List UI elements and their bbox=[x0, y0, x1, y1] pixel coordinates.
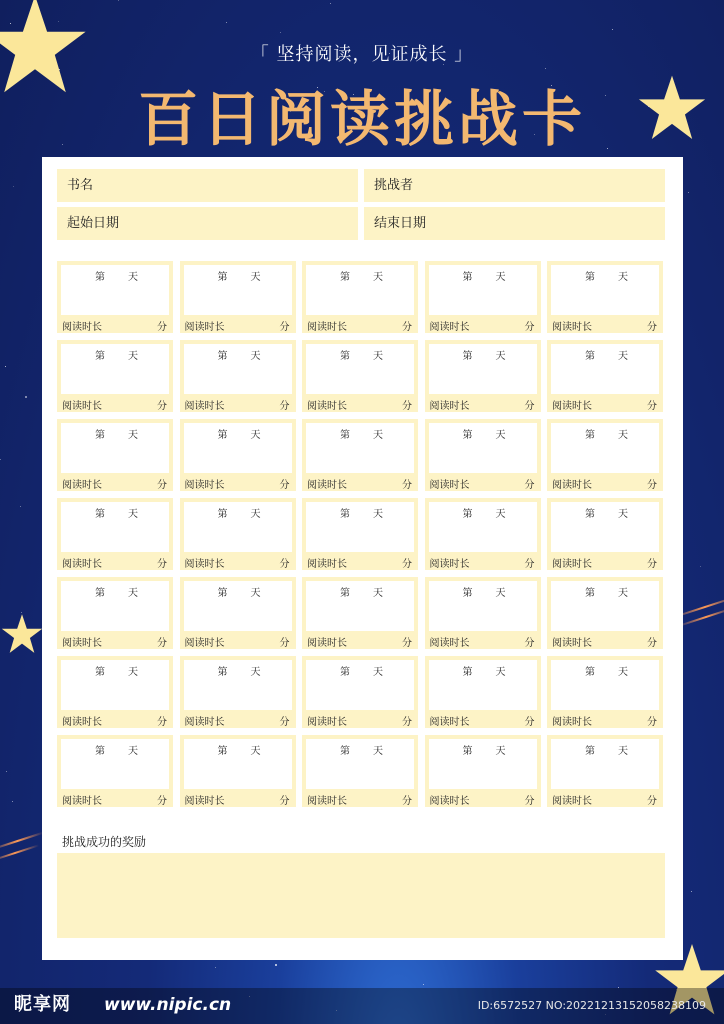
day-entry-area[interactable] bbox=[61, 739, 169, 789]
day-entry-area[interactable] bbox=[429, 265, 537, 315]
reading-time-label: 阅读时长 bbox=[307, 559, 347, 570]
reading-time-label: 阅读时长 bbox=[184, 401, 225, 412]
day-entry-area[interactable] bbox=[184, 344, 292, 394]
minutes-unit: 分 bbox=[402, 638, 412, 649]
day-cell[interactable] bbox=[180, 340, 296, 412]
day-prefix: 第 bbox=[95, 351, 105, 362]
end-date-field[interactable]: 结束日期 bbox=[364, 207, 665, 240]
day-suffix: 天 bbox=[618, 351, 628, 362]
day-suffix: 天 bbox=[495, 588, 506, 599]
sparkle-dot bbox=[612, 29, 613, 30]
day-prefix: 第 bbox=[340, 509, 350, 520]
day-entry-area[interactable] bbox=[306, 739, 414, 789]
day-cell[interactable] bbox=[57, 577, 173, 649]
day-cell[interactable] bbox=[57, 498, 173, 570]
day-suffix: 天 bbox=[618, 588, 628, 599]
day-suffix: 天 bbox=[495, 667, 506, 678]
minutes-unit: 分 bbox=[279, 796, 290, 807]
minutes-unit: 分 bbox=[157, 717, 167, 728]
day-cell[interactable] bbox=[57, 735, 173, 807]
day-prefix: 第 bbox=[95, 509, 105, 520]
day-prefix: 第 bbox=[585, 746, 595, 757]
sparkle-dot bbox=[25, 396, 27, 398]
day-cell[interactable] bbox=[57, 419, 173, 491]
minutes-unit: 分 bbox=[279, 559, 290, 570]
day-suffix: 天 bbox=[495, 351, 506, 362]
sparkle-dot bbox=[0, 459, 1, 460]
day-entry-area[interactable] bbox=[184, 265, 292, 315]
sparkle-dot bbox=[10, 23, 11, 24]
day-cell[interactable] bbox=[547, 656, 663, 728]
day-entry-area[interactable] bbox=[306, 502, 414, 552]
sparkle-dot bbox=[275, 964, 277, 966]
reading-time-label: 阅读时长 bbox=[184, 322, 225, 333]
day-prefix: 第 bbox=[340, 746, 350, 757]
sparkle-dot bbox=[13, 186, 14, 187]
reading-time-label: 阅读时长 bbox=[62, 717, 102, 728]
reading-time-label: 阅读时长 bbox=[184, 796, 225, 807]
minutes-unit: 分 bbox=[279, 480, 290, 491]
day-prefix: 第 bbox=[585, 351, 595, 362]
day-entry-area[interactable] bbox=[551, 739, 659, 789]
sparkle-dot bbox=[280, 32, 281, 33]
watermark-logo: 昵享网 bbox=[14, 994, 71, 1015]
minutes-unit: 分 bbox=[524, 559, 535, 570]
reading-time-label: 阅读时长 bbox=[429, 480, 470, 491]
day-entry-area[interactable] bbox=[429, 739, 537, 789]
day-prefix: 第 bbox=[95, 588, 105, 599]
day-suffix: 天 bbox=[495, 746, 506, 757]
light-streak bbox=[0, 832, 44, 851]
reading-time-label: 阅读时长 bbox=[62, 322, 102, 333]
minutes-unit: 分 bbox=[157, 796, 167, 807]
day-prefix: 第 bbox=[340, 351, 350, 362]
day-prefix: 第 bbox=[585, 667, 595, 678]
sparkle-dot bbox=[12, 801, 13, 802]
reading-time-label: 阅读时长 bbox=[552, 638, 592, 649]
minutes-unit: 分 bbox=[647, 717, 657, 728]
day-prefix: 第 bbox=[95, 430, 105, 441]
minutes-unit: 分 bbox=[524, 401, 535, 412]
reading-time-label: 阅读时长 bbox=[184, 638, 225, 649]
sparkle-dot bbox=[6, 771, 7, 772]
day-prefix: 第 bbox=[217, 746, 228, 757]
day-entry-area[interactable] bbox=[184, 581, 292, 631]
day-cell[interactable] bbox=[180, 656, 296, 728]
reading-time-label: 阅读时长 bbox=[307, 480, 347, 491]
day-suffix: 天 bbox=[373, 351, 383, 362]
day-cell[interactable] bbox=[425, 735, 541, 807]
reading-time-label: 阅读时长 bbox=[307, 401, 347, 412]
day-suffix: 天 bbox=[250, 746, 261, 757]
day-prefix: 第 bbox=[462, 272, 473, 283]
reading-time-label: 阅读时长 bbox=[62, 480, 102, 491]
page-subtitle: 「 坚持阅读，见证成长 」 bbox=[250, 44, 474, 65]
day-suffix: 天 bbox=[128, 430, 138, 441]
day-suffix: 天 bbox=[128, 272, 138, 283]
day-entry-area[interactable] bbox=[551, 581, 659, 631]
day-entry-area[interactable] bbox=[61, 344, 169, 394]
day-cell[interactable] bbox=[425, 261, 541, 333]
day-cell[interactable] bbox=[57, 261, 173, 333]
day-suffix: 天 bbox=[250, 272, 261, 283]
light-streak bbox=[0, 844, 39, 861]
day-suffix: 天 bbox=[250, 667, 261, 678]
sparkle-dot bbox=[58, 21, 59, 22]
day-prefix: 第 bbox=[340, 588, 350, 599]
day-entry-area[interactable] bbox=[61, 265, 169, 315]
day-prefix: 第 bbox=[217, 272, 228, 283]
day-cell[interactable] bbox=[302, 419, 418, 491]
reading-time-label: 阅读时长 bbox=[552, 796, 592, 807]
reading-time-label: 阅读时长 bbox=[184, 717, 225, 728]
reading-time-label: 阅读时长 bbox=[429, 717, 470, 728]
reading-time-label: 阅读时长 bbox=[429, 796, 470, 807]
day-cell[interactable] bbox=[302, 340, 418, 412]
sparkle-dot bbox=[545, 68, 546, 69]
minutes-unit: 分 bbox=[279, 717, 290, 728]
day-cell[interactable] bbox=[425, 577, 541, 649]
minutes-unit: 分 bbox=[157, 480, 167, 491]
watermark-bar bbox=[0, 988, 724, 1024]
minutes-unit: 分 bbox=[402, 559, 412, 570]
minutes-unit: 分 bbox=[402, 717, 412, 728]
day-prefix: 第 bbox=[95, 746, 105, 757]
day-entry-area[interactable] bbox=[61, 581, 169, 631]
sparkle-dot bbox=[700, 566, 701, 567]
minutes-unit: 分 bbox=[647, 559, 657, 570]
minutes-unit: 分 bbox=[157, 559, 167, 570]
minutes-unit: 分 bbox=[279, 401, 290, 412]
day-prefix: 第 bbox=[585, 430, 595, 441]
day-suffix: 天 bbox=[128, 351, 138, 362]
day-prefix: 第 bbox=[217, 351, 228, 362]
day-entry-area[interactable] bbox=[184, 502, 292, 552]
minutes-unit: 分 bbox=[647, 401, 657, 412]
day-suffix: 天 bbox=[128, 509, 138, 520]
day-cell[interactable] bbox=[547, 419, 663, 491]
minutes-unit: 分 bbox=[524, 796, 535, 807]
challenger-field[interactable]: 挑战者 bbox=[364, 169, 665, 202]
minutes-unit: 分 bbox=[157, 401, 167, 412]
day-cell[interactable] bbox=[547, 735, 663, 807]
day-suffix: 天 bbox=[495, 430, 506, 441]
day-entry-area[interactable] bbox=[61, 660, 169, 710]
sparkle-dot bbox=[215, 967, 216, 968]
minutes-unit: 分 bbox=[524, 322, 535, 333]
day-prefix: 第 bbox=[462, 430, 473, 441]
day-prefix: 第 bbox=[95, 667, 105, 678]
reading-time-label: 阅读时长 bbox=[429, 638, 470, 649]
day-suffix: 天 bbox=[373, 509, 383, 520]
day-cell[interactable] bbox=[547, 261, 663, 333]
reward-field[interactable] bbox=[57, 853, 665, 938]
reading-time-label: 阅读时长 bbox=[307, 638, 347, 649]
sparkle-dot bbox=[330, 3, 331, 4]
reading-time-label: 阅读时长 bbox=[62, 559, 102, 570]
day-entry-area[interactable] bbox=[306, 344, 414, 394]
page-title: 百日阅读挑战卡 bbox=[138, 85, 586, 155]
day-prefix: 第 bbox=[340, 667, 350, 678]
reading-time-label: 阅读时长 bbox=[429, 559, 470, 570]
day-cell[interactable] bbox=[302, 498, 418, 570]
day-suffix: 天 bbox=[373, 588, 383, 599]
day-prefix: 第 bbox=[340, 430, 350, 441]
minutes-unit: 分 bbox=[279, 322, 290, 333]
reward-label: 挑战成功的奖励 bbox=[62, 835, 147, 849]
day-cell[interactable] bbox=[547, 577, 663, 649]
minutes-unit: 分 bbox=[647, 480, 657, 491]
day-suffix: 天 bbox=[373, 430, 383, 441]
minutes-unit: 分 bbox=[647, 322, 657, 333]
day-entry-area[interactable] bbox=[306, 265, 414, 315]
sparkle-dot bbox=[20, 506, 21, 507]
reading-time-label: 阅读时长 bbox=[184, 559, 225, 570]
sparkle-dot bbox=[59, 69, 60, 70]
star-icon bbox=[0, 612, 44, 656]
reading-time-label: 阅读时长 bbox=[552, 480, 592, 491]
day-suffix: 天 bbox=[373, 272, 383, 283]
day-suffix: 天 bbox=[618, 272, 628, 283]
day-cell[interactable] bbox=[302, 261, 418, 333]
reading-time-label: 阅读时长 bbox=[552, 401, 592, 412]
day-suffix: 天 bbox=[618, 746, 628, 757]
reading-time-label: 阅读时长 bbox=[62, 796, 102, 807]
day-prefix: 第 bbox=[462, 351, 473, 362]
day-cell[interactable] bbox=[547, 498, 663, 570]
day-entry-area[interactable] bbox=[61, 502, 169, 552]
day-suffix: 天 bbox=[128, 667, 138, 678]
reading-time-label: 阅读时长 bbox=[62, 401, 102, 412]
day-prefix: 第 bbox=[462, 509, 473, 520]
minutes-unit: 分 bbox=[402, 796, 412, 807]
day-cell[interactable] bbox=[425, 498, 541, 570]
day-entry-area[interactable] bbox=[551, 502, 659, 552]
day-suffix: 天 bbox=[128, 746, 138, 757]
day-entry-area[interactable] bbox=[429, 660, 537, 710]
day-cell[interactable] bbox=[302, 656, 418, 728]
day-cell[interactable] bbox=[302, 735, 418, 807]
watermark-site: www.nipic.cn bbox=[104, 995, 232, 1015]
reading-time-label: 阅读时长 bbox=[62, 638, 102, 649]
day-suffix: 天 bbox=[618, 667, 628, 678]
day-entry-area[interactable] bbox=[429, 344, 537, 394]
reading-time-label: 阅读时长 bbox=[184, 480, 225, 491]
day-entry-area[interactable] bbox=[429, 502, 537, 552]
minutes-unit: 分 bbox=[402, 480, 412, 491]
light-streak bbox=[677, 607, 724, 627]
sparkle-dot bbox=[21, 612, 22, 613]
day-prefix: 第 bbox=[462, 667, 473, 678]
sparkle-dot bbox=[226, 22, 227, 23]
day-suffix: 天 bbox=[495, 509, 506, 520]
day-prefix: 第 bbox=[217, 430, 228, 441]
day-cell[interactable] bbox=[180, 419, 296, 491]
day-prefix: 第 bbox=[217, 667, 228, 678]
reading-time-label: 阅读时长 bbox=[552, 322, 592, 333]
reading-time-label: 阅读时长 bbox=[429, 322, 470, 333]
reading-time-label: 阅读时长 bbox=[307, 717, 347, 728]
day-cell[interactable] bbox=[547, 340, 663, 412]
day-suffix: 天 bbox=[250, 509, 261, 520]
day-cell[interactable] bbox=[180, 498, 296, 570]
day-prefix: 第 bbox=[462, 588, 473, 599]
day-suffix: 天 bbox=[250, 588, 261, 599]
start-date-field[interactable]: 起始日期 bbox=[57, 207, 358, 240]
day-prefix: 第 bbox=[585, 588, 595, 599]
reading-time-label: 阅读时长 bbox=[429, 401, 470, 412]
sparkle-dot bbox=[691, 891, 692, 892]
day-entry-area[interactable] bbox=[429, 581, 537, 631]
day-cell[interactable] bbox=[425, 656, 541, 728]
reading-time-label: 阅读时长 bbox=[307, 796, 347, 807]
day-cell[interactable] bbox=[425, 419, 541, 491]
watermark-meta: ID:6572527 NO:20221213152058238109 bbox=[477, 999, 706, 1012]
day-entry-area[interactable] bbox=[429, 423, 537, 473]
day-entry-area[interactable] bbox=[61, 423, 169, 473]
day-suffix: 天 bbox=[128, 588, 138, 599]
sparkle-dot bbox=[688, 192, 689, 193]
day-prefix: 第 bbox=[95, 272, 105, 283]
day-prefix: 第 bbox=[340, 272, 350, 283]
day-suffix: 天 bbox=[373, 667, 383, 678]
day-entry-area[interactable] bbox=[306, 660, 414, 710]
minutes-unit: 分 bbox=[647, 796, 657, 807]
minutes-unit: 分 bbox=[524, 480, 535, 491]
day-suffix: 天 bbox=[618, 509, 628, 520]
day-suffix: 天 bbox=[250, 351, 261, 362]
minutes-unit: 分 bbox=[157, 638, 167, 649]
minutes-unit: 分 bbox=[157, 322, 167, 333]
day-cell[interactable] bbox=[57, 656, 173, 728]
day-prefix: 第 bbox=[217, 588, 228, 599]
sparkle-dot bbox=[5, 366, 6, 367]
day-cell[interactable] bbox=[302, 577, 418, 649]
day-entry-area[interactable] bbox=[551, 265, 659, 315]
day-entry-area[interactable] bbox=[184, 660, 292, 710]
minutes-unit: 分 bbox=[279, 638, 290, 649]
minutes-unit: 分 bbox=[402, 322, 412, 333]
day-entry-area[interactable] bbox=[184, 423, 292, 473]
reading-time-label: 阅读时长 bbox=[552, 717, 592, 728]
minutes-unit: 分 bbox=[524, 638, 535, 649]
day-entry-area[interactable] bbox=[551, 660, 659, 710]
day-cell[interactable] bbox=[57, 340, 173, 412]
day-entry-area[interactable] bbox=[306, 581, 414, 631]
day-prefix: 第 bbox=[217, 509, 228, 520]
challenge-card bbox=[42, 157, 683, 960]
day-prefix: 第 bbox=[462, 746, 473, 757]
minutes-unit: 分 bbox=[402, 401, 412, 412]
day-entry-area[interactable] bbox=[184, 739, 292, 789]
day-entry-area[interactable] bbox=[551, 423, 659, 473]
day-suffix: 天 bbox=[250, 430, 261, 441]
day-entry-area[interactable] bbox=[551, 344, 659, 394]
day-cell[interactable] bbox=[425, 340, 541, 412]
sparkle-dot bbox=[423, 984, 424, 985]
day-cell[interactable] bbox=[180, 577, 296, 649]
day-suffix: 天 bbox=[495, 272, 506, 283]
reading-time-label: 阅读时长 bbox=[307, 322, 347, 333]
minutes-unit: 分 bbox=[647, 638, 657, 649]
day-cell[interactable] bbox=[180, 735, 296, 807]
day-entry-area[interactable] bbox=[306, 423, 414, 473]
day-cell[interactable] bbox=[180, 261, 296, 333]
day-suffix: 天 bbox=[373, 746, 383, 757]
day-suffix: 天 bbox=[618, 430, 628, 441]
reading-time-label: 阅读时长 bbox=[552, 559, 592, 570]
book-field[interactable]: 书名 bbox=[57, 169, 358, 202]
day-prefix: 第 bbox=[585, 272, 595, 283]
sparkle-dot bbox=[118, 0, 119, 1]
day-prefix: 第 bbox=[585, 509, 595, 520]
minutes-unit: 分 bbox=[524, 717, 535, 728]
